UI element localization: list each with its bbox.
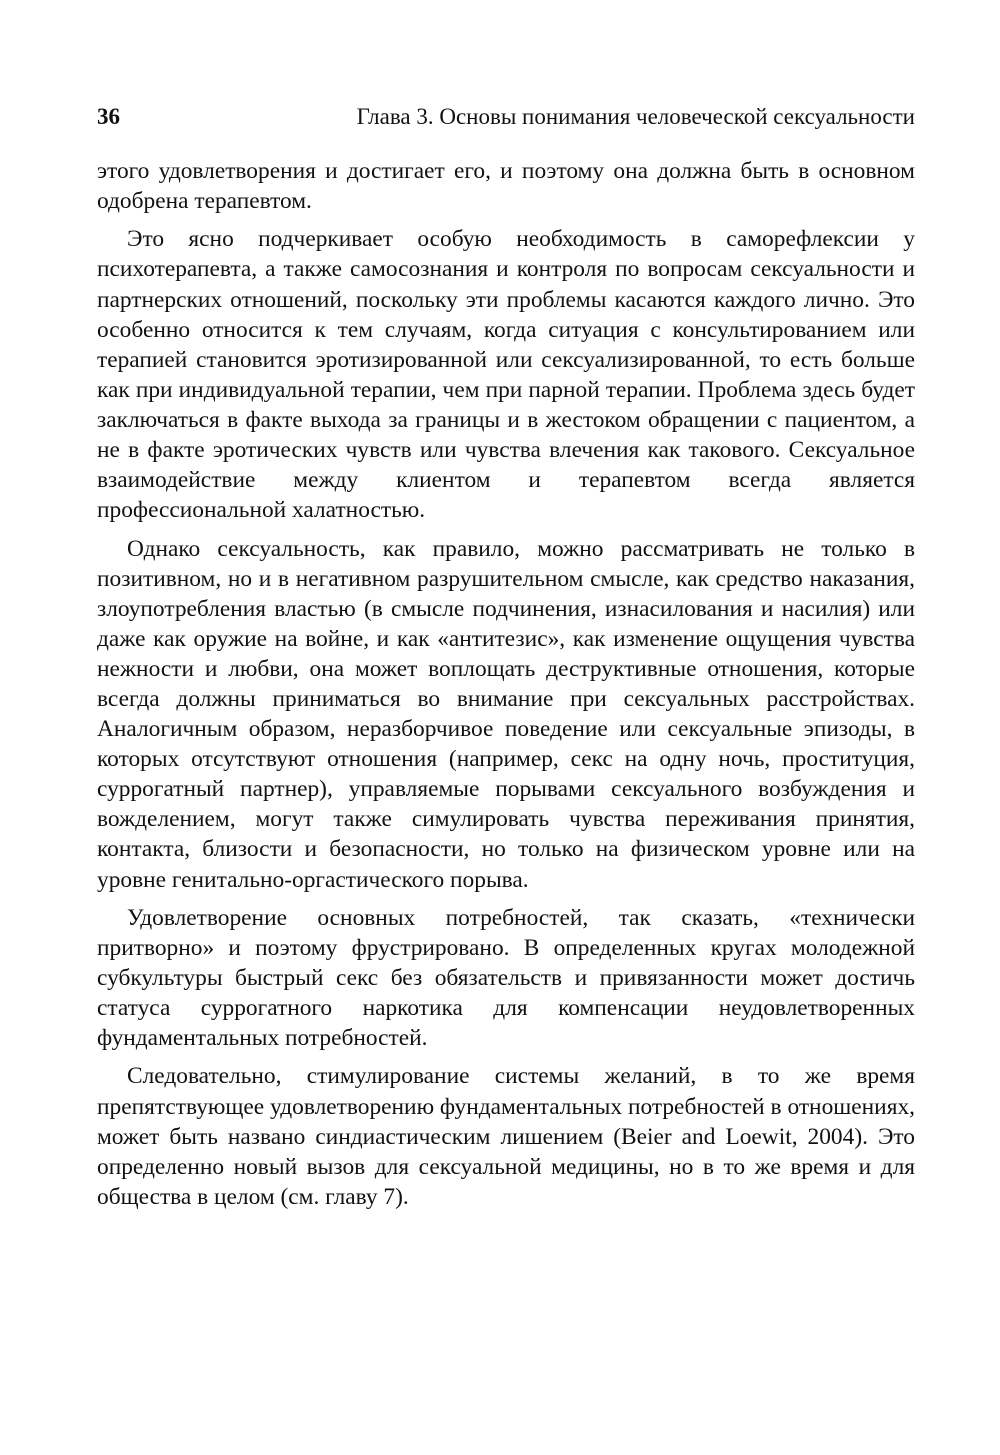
running-header (97, 100, 915, 134)
body-text (97, 156, 915, 1220)
page-number: 36 (97, 104, 120, 129)
paragraph: Удовлетворение основных потребностей, так сказать, «технически притворно» и поэтому фрустрировано. В определенных кругах молодежной субкультуры быстрый секс без обязательств и привязанности может достичь статуса суррогатного наркотика для компенсации неудовлетворенных фундаментальных потребностей. (97, 904, 915, 1052)
chapter-title: Глава 3. Основы понимания человеческой сексуальности (356, 104, 915, 129)
paragraph: этого удовлетворения и достигает его, и поэтому она должна быть в основном одобрена терапевтом. (97, 158, 915, 215)
paragraph: Однако сексуальность, как правило, можно рассматривать не только в позитивном, но и в негативном разрушительном смысле, как средство наказания, злоупотребления властью (в смысле подчинения, изнасилования и насилия) или даже как оружие на войне, и как «антитезис», как изменение ощущения чувства нежности и любви, она может воплощать деструктивные отношения, которые всегда должны приниматься во внимание при сексуальных расстройствах. Аналогичным образом, неразборчивое поведение или сексуальные эпизоды, в которых отсутствуют отношения (например, секс на одну ночь, проституция, суррогатный партнер), управляемые порывами сексуального возбуждения и вожделением, могут также симулировать чувства переживания принятия, контакта, близости и безопасности, но только на физическом уровне или на уровне генитально-оргастического порыва. (97, 535, 915, 893)
paragraph: Следовательно, стимулирование системы желаний, в то же время препятствующее удовлетворению фундаментальных потребностей в отношениях, может быть названо синдиастическим лишением (Beier and Loewit, 2004). Это определенно новый вызов для сексуальной медицины, но в то же время и для общества в целом (см. главу 7). (97, 1063, 915, 1210)
paragraph: Это ясно подчеркивает особую необходимость в саморефлексии у психотерапевта, а также самосознания и контроля по вопросам сексуальности и партнерских отношений, поскольку эти проблемы касаются каждого лично. Это особенно относится к тем случаям, когда ситуация с консультированием или терапией становится эротизированной или сексуализированной, то есть больше как при индивидуальной терапии, чем при парной терапии. Проблема здесь будет заключаться в факте выхода за границы и в жестоком обращении с пациентом, а не в факте эротических чувств или чувства влечения как такового. Сексуальное взаимодействие между клиентом и терапевтом всегда является профессиональной халатностью. (97, 226, 915, 524)
